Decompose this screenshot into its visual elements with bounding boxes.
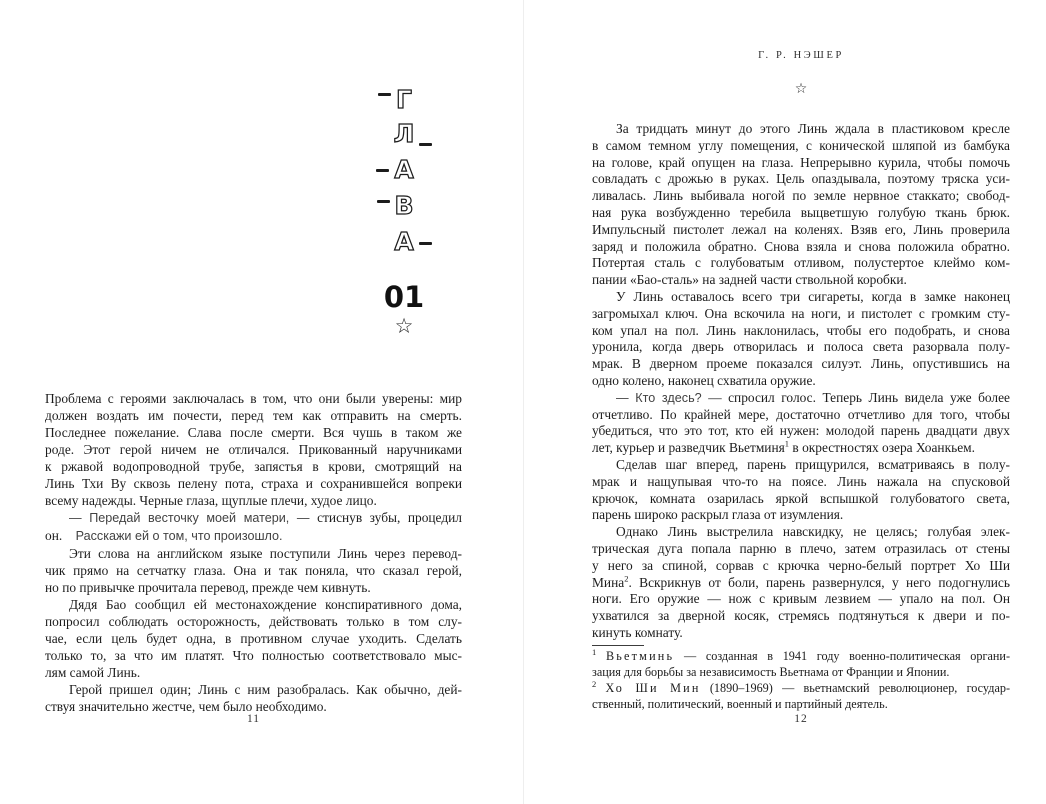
text-line: заряд и положила обратно. Снова взяла и снова положила обратно. bbox=[592, 238, 1010, 254]
chapter-heading bbox=[374, 0, 434, 360]
text-line: Потертая сталь с голубоватым отливом, полустертое клеймо ком- bbox=[592, 255, 1010, 271]
text-line: За тридцать минут до этого Линь ждала в пластиковом кресле bbox=[616, 121, 1010, 136]
text-line: — Кто здесь? — спросил голос. Теперь Линь видела уже более bbox=[616, 389, 1010, 405]
text-line: ноги. Его оружие — нож с кривым лезвием — упало на пол. Он bbox=[592, 591, 1010, 607]
section-star-icon: ☆ bbox=[794, 81, 808, 97]
text-line: лям самой Линь. bbox=[45, 665, 141, 680]
text-line: крючок, комната озарилась яркой вспышкой голубоватого света, bbox=[592, 490, 1010, 506]
running-header-author: Г. Р. НЭШЕР bbox=[758, 50, 844, 61]
chapter-star-icon: ☆ bbox=[394, 314, 414, 338]
text-line: мрак и нащупывая что-то на поясе. Линь нажала на спусковой bbox=[592, 473, 1010, 489]
text-line: трическая дуга попала парню в плечо, затем отразилась от стены bbox=[592, 540, 1010, 556]
text-line: лет, курьер и разведчик Вьетминя$^1$ в окрестностях озера Хоанкьем. bbox=[592, 438, 975, 456]
text-line: одно колено, наконец схватила оружие. bbox=[592, 372, 816, 388]
text-line: должен воздать им почести, перед тем как отправить на смерть. bbox=[45, 408, 462, 423]
chapter-number: 01 bbox=[383, 280, 425, 314]
text-line: всему надежды. Черные глаза, щуплые плечи, худое лицо. bbox=[45, 493, 377, 508]
text-line: пании «Бао-сталь» на задней части ствольной коробки. bbox=[592, 272, 907, 288]
text-line: Проблема с героями заключалась в том, что они были уверены: мир bbox=[45, 391, 462, 406]
text-line: Последнее пожелание. Слава после смерти. Вся чушь в таком же bbox=[45, 425, 462, 440]
text-line: чик прямо на сетчатку глаза. Она и так поняла, что сказал герой, bbox=[45, 563, 462, 578]
text-line: роде. Этот герой ничем не отличался. Прикованный наручниками bbox=[45, 442, 462, 457]
text-line: загромыхал ключ. Она вскочила на ноги, и пистолет с громким сту- bbox=[592, 305, 1010, 321]
left-page-body-text bbox=[45, 390, 462, 715]
text-line: кинуть комнату. bbox=[592, 624, 683, 640]
text-line: на голове, край опущен на глаза. Непрерывно курила, чтобы помочь bbox=[592, 154, 1010, 170]
text-line: Герой пришел один; Линь с ним разобралась. Как обычно, дей- bbox=[69, 682, 462, 697]
text-line: уронила, когда дверь отворилась и полоса света разорвала полу- bbox=[592, 339, 1010, 355]
text-line: совладать с дрожью в руках. Цель опаздывала, поэтому тряска уси- bbox=[592, 171, 1010, 187]
page-gutter-line bbox=[523, 0, 524, 804]
text-line: парень широко раскрыл глаза от изумления. bbox=[592, 507, 844, 523]
footnote-line: ственный, политический, военный и партийный деятель. bbox=[592, 696, 888, 711]
right-page-body-text bbox=[592, 121, 1010, 642]
footnote-line: $^1$ Вьетминь — созданная в 1941 году военно-политическая органи- bbox=[592, 646, 1010, 663]
footnotes bbox=[592, 646, 1011, 713]
text-line: к ржавой водопроводной трубе, запястья в крови, смотрящий на bbox=[45, 459, 462, 474]
text-line: Дядя Бао сообщил ей местонахождение конспиративного дома, bbox=[69, 597, 462, 612]
chapter-letter: А bbox=[374, 227, 434, 256]
right-page-number: 12 bbox=[794, 713, 808, 725]
text-line: только то, за что им платят. Что полностью соответствовало мыс- bbox=[45, 648, 462, 663]
chapter-letter: Г bbox=[374, 85, 434, 114]
text-line: Линь Тхи Ву сквозь пелену пота, страха и сохранившейся вопреки bbox=[45, 476, 462, 491]
text-line: Однако Линь выстрелила навскидку, не целясь; голубая элек- bbox=[616, 524, 1010, 540]
text-line: ливалась. Линь выбивала ногой по земле нервное стаккато; свобод- bbox=[592, 188, 1010, 204]
text-line: Мина$^2$. Вскрикнув от боли, парень развернулся, у него подогнулись bbox=[592, 573, 1010, 590]
chapter-letter: А bbox=[374, 155, 434, 184]
text-line: — Передай весточку моей матери, — стиснув зубы, процедил bbox=[69, 510, 462, 525]
text-line: убедиться, что это тот, кто ей нужен: молодой парень двадцати двух bbox=[592, 423, 1010, 439]
footnote-line: зация для борьбы за независимость Вьетнама от Франции и Японии. bbox=[592, 664, 950, 679]
chapter-letter: Л bbox=[374, 119, 434, 148]
text-line: У Линь оставалось всего три сигареты, когда в замке наконец bbox=[616, 288, 1010, 304]
text-line: ком упал на пол. Линь наклонилась, чтобы его подобрать, и снова bbox=[592, 322, 1010, 338]
text-line: в самом темном углу помещения, с конической шляпой из бамбука bbox=[592, 137, 1010, 153]
text-line: Эти слова на английском языке поступили Линь через перевод- bbox=[69, 546, 462, 561]
text-line: у него за спиной, сорвав с крючка черно-белый портрет Хо Ши bbox=[592, 557, 1010, 573]
text-line: отчетливо. По крайней мере, достаточно отчетливо для того, чтобы bbox=[592, 406, 1010, 422]
text-line: попросил соблюдать осторожность, действовать только в том слу- bbox=[45, 614, 462, 629]
left-page-number: 11 bbox=[246, 713, 261, 725]
text-line: ухватился за дверной косяк, стремясь подтянуться к двери и по- bbox=[592, 608, 1010, 624]
text-line: чае, если цель будет одна, в противном случае уходить. Сделать bbox=[45, 631, 462, 646]
text-line: но по привычке прочитала перевод, прежде чем кивнуть. bbox=[45, 580, 371, 595]
text-line: ная рука возбужденно теребила выцветшую голубую ткань брюк. bbox=[592, 204, 1010, 220]
text-line: Импульсный пистолет лежал на коленях. Взяв его, Линь проверила bbox=[592, 221, 1010, 237]
text-line: он. Расскажи ей о том, что произошло. bbox=[45, 528, 283, 543]
footnote-line: $^2$ Хо Ши Мин (1890–1969) — вьетнамский революционер, государ- bbox=[592, 678, 1011, 695]
chapter-letter: В bbox=[374, 191, 434, 220]
footnote-separator bbox=[592, 645, 644, 646]
text-line: ствуя значительно жестче, чем было необходимо. bbox=[45, 699, 327, 714]
text-line: мрак. В дверном проеме показался силуэт. Линь, опустившись на bbox=[592, 356, 1010, 372]
text-line: Сделав шаг вперед, парень прищурился, всматриваясь в полу- bbox=[616, 456, 1010, 472]
